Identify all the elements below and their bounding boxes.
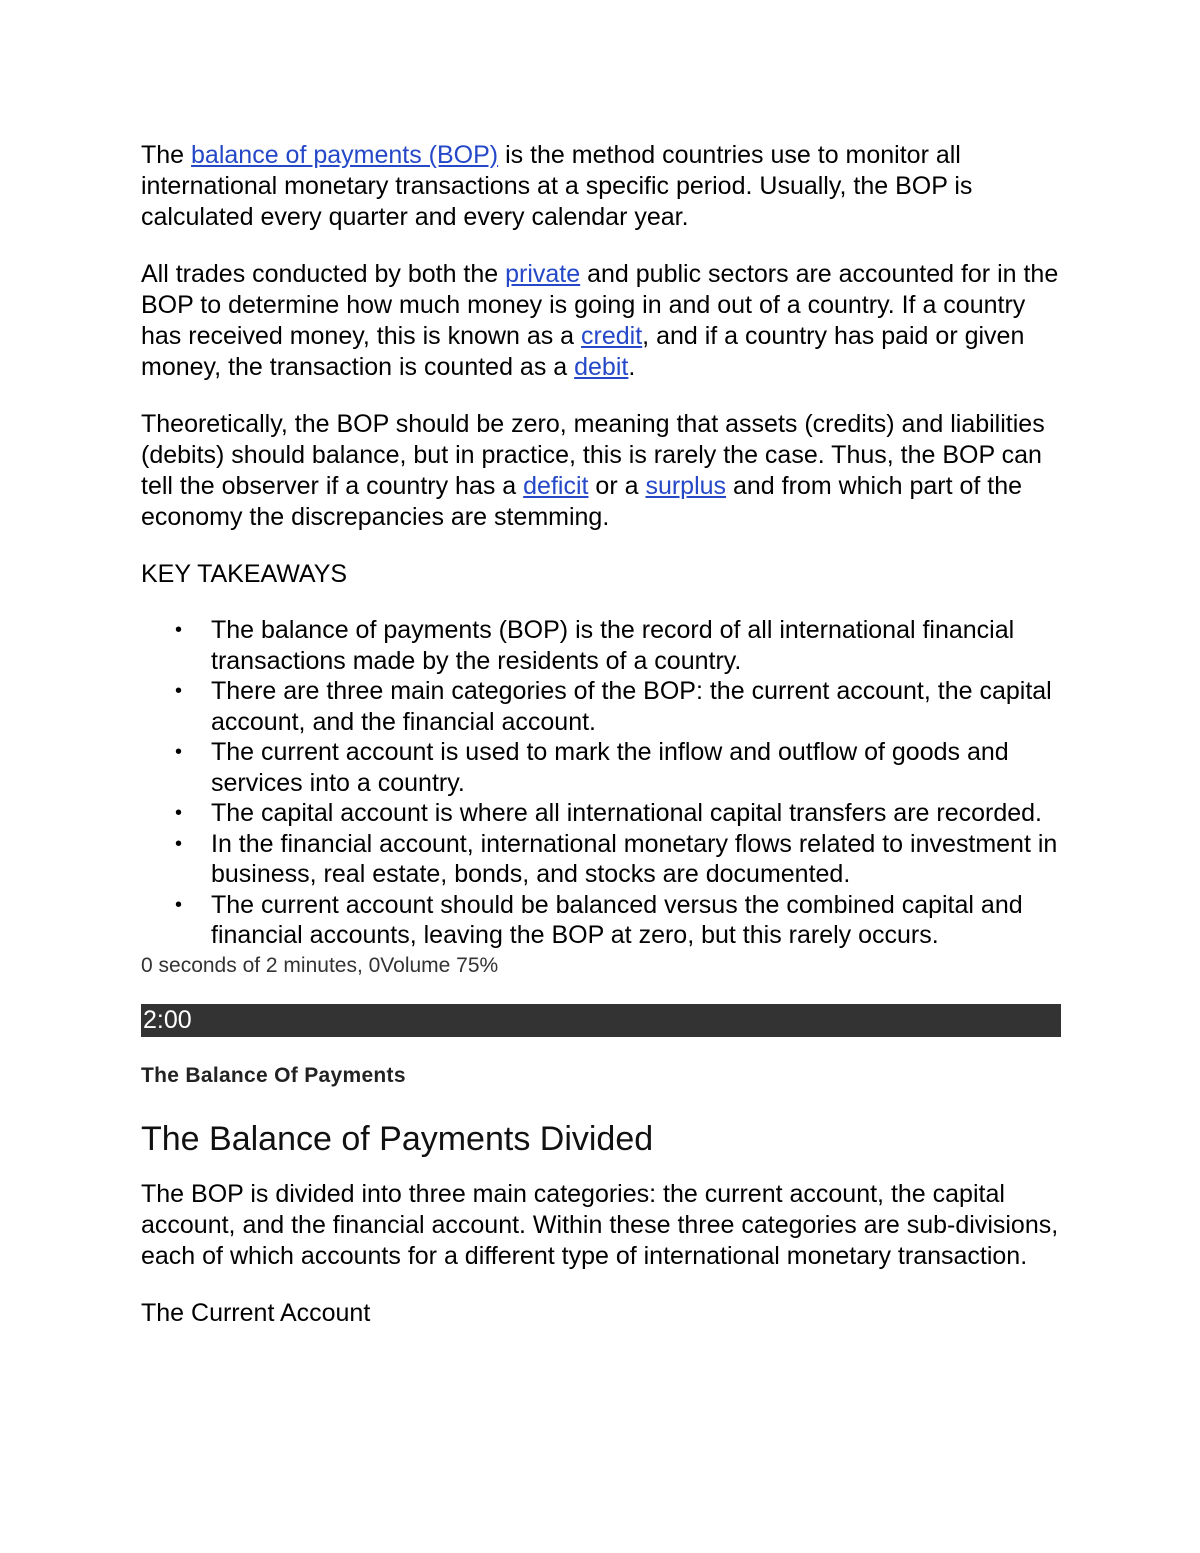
text-span: is the method countries use to monitor all international monetary transactions at a specific period. Usually, the BOP is calculated every quarter and every calendar year. <box>141 141 973 231</box>
link-surplus[interactable]: surplus <box>645 472 727 500</box>
link-private[interactable]: private <box>505 260 581 288</box>
bullet-icon: • <box>175 619 183 641</box>
intro-paragraph-2 <box>141 259 1061 383</box>
link-credit[interactable]: credit <box>581 322 643 350</box>
intro-paragraph-1 <box>141 140 1061 233</box>
list-item <box>141 798 1061 829</box>
text-span: All trades conducted by both the <box>141 260 506 288</box>
list-item-text: The current account should be balanced versus the combined capital and financial accounts, leaving the BOP at zero, but this rarely occurs. <box>211 890 1023 949</box>
key-takeaways-heading: KEY TAKEAWAYS <box>141 560 348 588</box>
link-deficit[interactable]: deficit <box>523 472 589 500</box>
bullet-icon: • <box>175 802 183 824</box>
key-takeaways-list <box>141 615 1061 951</box>
list-item <box>141 676 1061 737</box>
bullet-icon: • <box>175 680 183 702</box>
video-title: The Balance Of Payments <box>141 1063 406 1087</box>
list-item <box>141 615 1061 676</box>
list-item-text: There are three main categories of the BOP: the current account, the capital account, and the financial account. <box>211 677 1052 736</box>
list-item-text: The balance of payments (BOP) is the record of all international financial transactions made by the residents of a country. <box>211 616 1015 675</box>
document-page <box>141 140 1061 1329</box>
list-item-text: The capital account is where all international capital transfers are recorded. <box>211 799 1042 827</box>
list-item-text: The current account is used to mark the inflow and outflow of goods and services into a country. <box>211 738 1009 797</box>
video-duration-bar[interactable] <box>141 1004 1061 1037</box>
bullet-icon: • <box>175 832 183 855</box>
text-span: or a <box>588 472 646 500</box>
list-item-text: In the financial account, international monetary flows related to investment in business, real estate, bonds, and stocks are documented. <box>211 829 1058 888</box>
subsection-heading: The Current Account <box>141 1298 371 1327</box>
video-duration: 2:00 <box>143 1005 192 1034</box>
video-progress-text: 0 seconds of 2 minutes, 0Volume 75% <box>141 953 499 977</box>
link-balance-of-payments[interactable]: balance of payments (BOP) <box>191 141 499 169</box>
text-span: The <box>141 141 192 169</box>
link-debit[interactable]: debit <box>574 353 629 381</box>
section-paragraph: The BOP is divided into three main categories: the current account, the capital account, and the financial account. Within these three categories are sub-divisions, each of which accounts for a different type of international monetary transaction. <box>141 1179 1059 1270</box>
list-item <box>141 890 1061 951</box>
intro-paragraph-3 <box>141 409 1061 533</box>
text-span: and public sectors are accounted for in the BOP to determine how much money is going in and out of a country. If a country has received money, this is known as a <box>141 260 1059 350</box>
text-span: and from which part of the economy the discrepancies are stemming. <box>141 472 1023 531</box>
text-span: , and if a country has paid or given money, the transaction is counted as a <box>141 322 1025 381</box>
list-item <box>141 737 1061 798</box>
text-span: Theoretically, the BOP should be zero, meaning that assets (credits) and liabilities (debits) should balance, but in practice, this is rarely the case. Thus, the BOP can tell the observer if a country has a <box>141 410 1045 500</box>
list-item <box>141 829 1061 890</box>
text-span: . <box>628 353 636 381</box>
bullet-icon: • <box>175 893 183 916</box>
bullet-icon: • <box>175 741 183 763</box>
section-heading: The Balance of Payments Divided <box>141 1119 654 1158</box>
